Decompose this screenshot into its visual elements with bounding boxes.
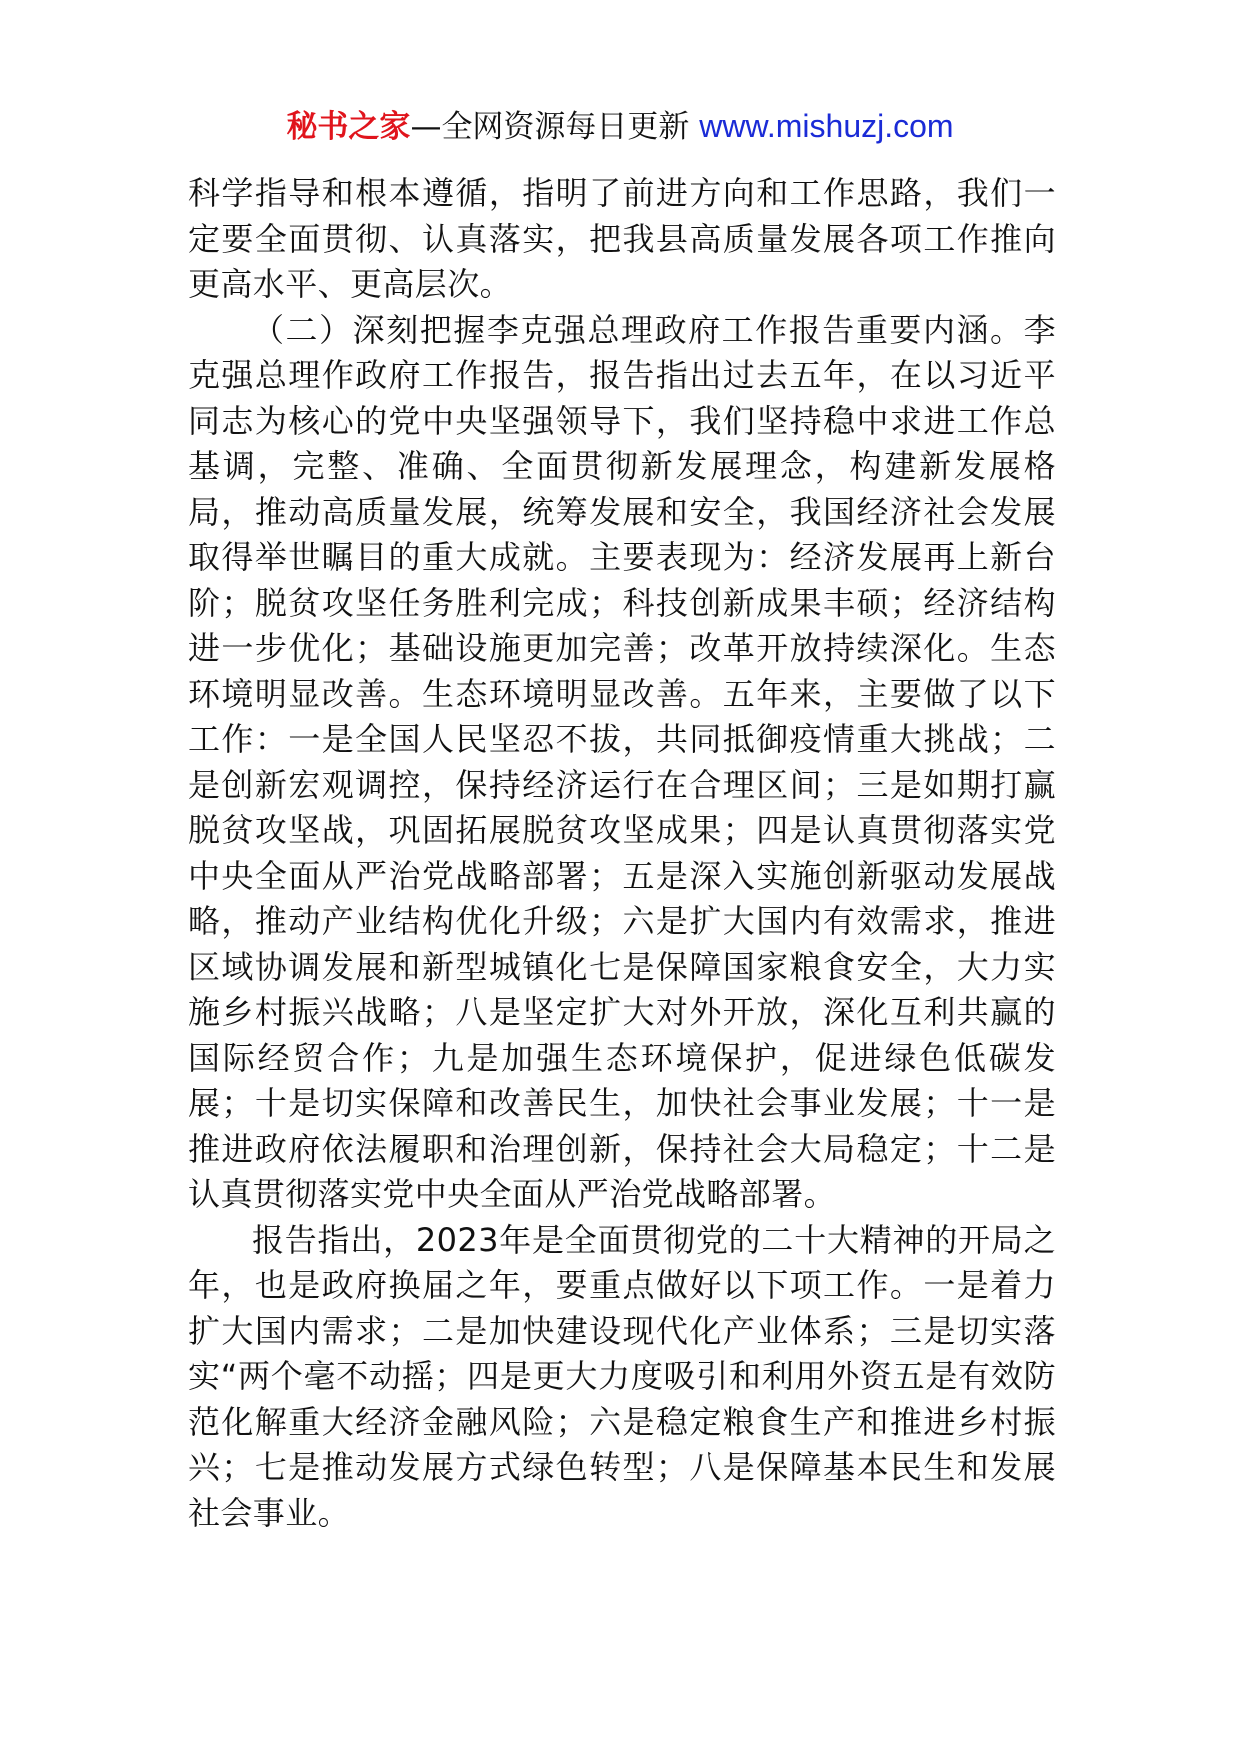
header-tagline: —全网资源每日更新: [410, 109, 690, 145]
document-body: [188, 171, 1056, 1536]
paragraph-2: （二）深刻把握李克强总理政府工作报告重要内涵。李克强总理作政府工作报告，报告指出过去五年，在以习近平同志为核心的党中央坚强领导下，我们坚持稳中求进工作总基调，完整、准确、全面贯彻新发展理念，构建新发展格局，推动高质量发展，统筹发展和安全，我国经济社会发展取得举世瞩目的重大成就。主要表现为：经济发展再上新台阶；脱贫攻坚任务胜利完成；科技创新成果丰硕；经济结构进一步优化；基础设施更加完善；改革开放持续深化。生态环境明显改善。生态环境明显改善。五年来，主要做了以下工作：一是全国人民坚忍不拔，共同抵御疫情重大挑战；二是创新宏观调控，保持经济运行在合理区间；三是如期打赢脱贫攻坚战，巩固拓展脱贫攻坚成果；四是认真贯彻落实党中央全面从严治党战略部署；五是深入实施创新驱动发展战略，推动产业结构优化升级；六是扩大国内有效需求，推进区域协调发展和新型城镇化七是保障国家粮食安全，大力实施乡村振兴战略；八是坚定扩大对外开放，深化互利共赢的国际经贸合作；九是加强生态环境保护，促进绿色低碳发展；十是切实保障和改善民生，加快社会事业发展；十一是推进政府依法履职和治理创新，保持社会大局稳定；十二是认真贯彻落实党中央全面从严治党战略部署。: [188, 310, 1056, 1213]
brand-name: 秘书之家: [286, 109, 411, 145]
site-url-link[interactable]: www.mishuzj.com: [699, 108, 954, 144]
paragraph-3: 报告指出，2023年是全面贯彻党的二十大精神的开局之年，也是政府换届之年，要重点做好以下项工作。一是着力扩大国内需求；二是加快建设现代化产业体系；三是切实落实“两个毫不动摇；四是更大力度吸引和利用外资五是有效防范化解重大经济金融风险；六是稳定粮食生产和推进乡村振兴；七是推动发展方式绿色转型；八是保障基本民生和发展社会事业。: [188, 1220, 1056, 1532]
page-header: [0, 104, 1240, 149]
paragraph-1: 科学指导和根本遵循，指明了前进方向和工作思路，我们一定要全面贯彻、认真落实，把我县高质量发展各项工作推向更高水平、更高层次。: [188, 174, 1056, 303]
